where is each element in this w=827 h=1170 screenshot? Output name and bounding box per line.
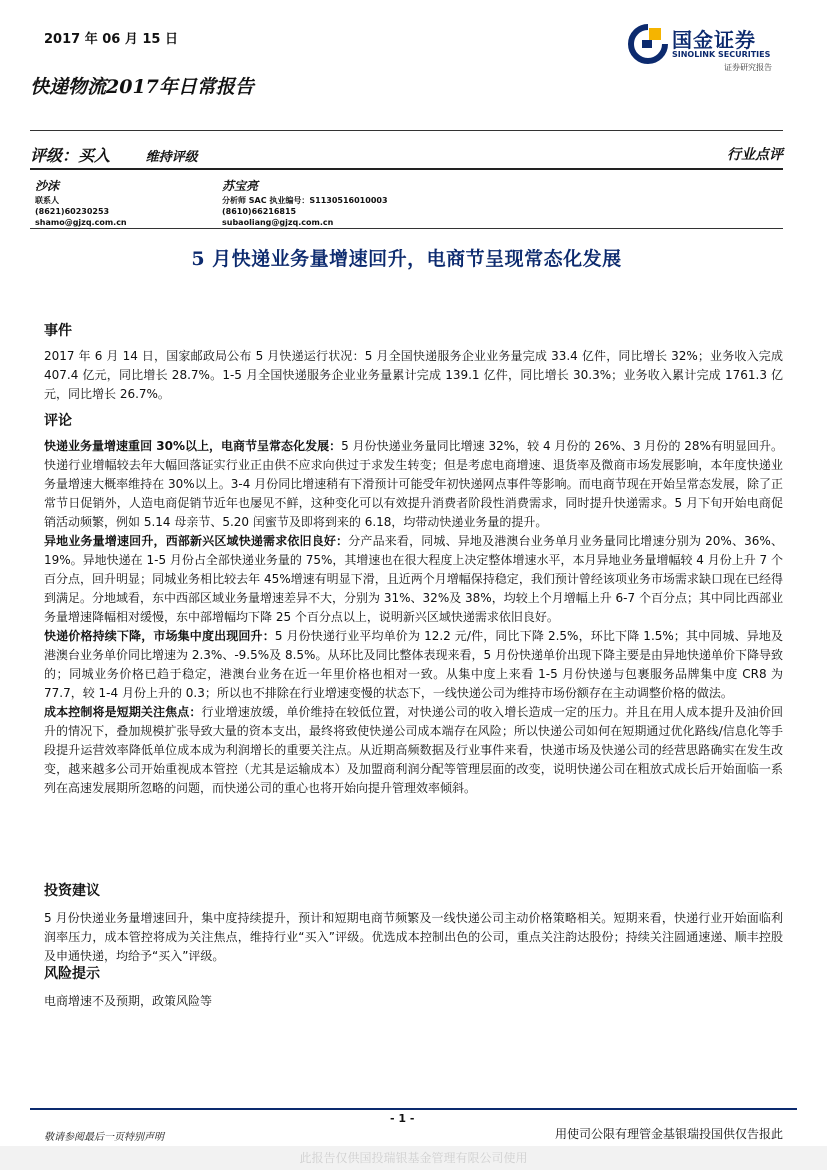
comment-lead: 成本控制将是短期关注焦点： — [44, 705, 202, 719]
analyst-divider — [30, 228, 783, 229]
analyst-role: 分析师 SAC 执业编号：S1130516010003 — [222, 196, 388, 205]
comment-lead: 快递业务量增速重回 30%以上，电商节呈常态化发展： — [44, 439, 342, 453]
event-paragraph — [44, 347, 783, 404]
risk-paragraph — [44, 992, 783, 1011]
analyst-card — [35, 178, 127, 228]
brand-name-en: SINOLINK SECURITIES — [672, 50, 771, 59]
comment-paragraph — [44, 437, 783, 532]
comment-paragraph — [44, 532, 783, 627]
footer-rule — [30, 1108, 797, 1110]
comment-body — [44, 437, 783, 798]
analyst-role: 联系人 — [35, 196, 59, 205]
rating-value: 评级：买入 — [30, 146, 111, 165]
comment-paragraph — [44, 627, 783, 703]
risk-text: 电商增速不及预期，政策风险等 — [44, 994, 213, 1008]
brand-name: 国金证券 — [672, 28, 756, 52]
analyst-email[interactable]: subaoliang@gjzq.com.cn — [222, 218, 334, 227]
analyst-name: 苏宝亮 — [222, 179, 259, 193]
page-number: - 1 - — [390, 1112, 415, 1125]
watermark-bar: 此报告仅供国投瑞银基金管理有限公司使用 — [0, 1146, 827, 1170]
header-divider — [30, 130, 783, 131]
analyst-phone: (8610)66216815 — [222, 207, 297, 216]
comment-paragraph — [44, 703, 783, 798]
sinolink-logo-icon — [628, 24, 668, 64]
rating-status: 维持评级 — [145, 150, 198, 165]
analyst-card — [222, 178, 388, 228]
comment-text: 5 月份快递业务量同比增速 32%，较 4 月份的 26%、3 月份的 28%有明显回升。快递行业增幅较去年大幅回落证实行业正由供不应求向供过于求发生转变；但是考虑电商增速、退货率及微商市场发展影响，本年度快递业务量增速大概率维持在 30%以上。3-4 月份同比增速稍有下滑预计可能受年初快递网点事件等影响。而电商节现在开始呈常态发展，除了正常节日促销外，人造电商促销节近年也屡见不鲜，这种变化可以有效提升消费者阶段性消费需求，同时提升快递需求。5 月下旬开始电商促销活动频繁，例如 5.14 母亲节、5.20 闰蜜节及即将到来的 6.18，均带动快递业务量的提升。 — [44, 439, 783, 529]
section-title-risk: 风险提示 — [44, 966, 100, 982]
invest-text: 5 月份快递业务量增速回升，集中度持续提升，预计和短期电商节频繁及一线快递公司主动价格策略相关。短期来看，快递行业开始面临利润率压力，成本管控将成为关注焦点，维持行业“买入”评级。优选成本控制出色的公司，重点关注韵达股份；持续关注圆通速递、顺丰控股及申通快递，均给予“买入”评级。 — [44, 911, 783, 963]
report-headline: 5 月快递业务量增速回升，电商节呈现常态化发展 — [191, 248, 622, 270]
analyst-name: 沙沫 — [35, 179, 60, 193]
analyst-phone: (8621)60230253 — [35, 207, 110, 216]
report-category: 行业点评 — [727, 147, 783, 163]
footer-disclaimer-right: 用使司公限有理管金基银瑞投国供仅告报此 — [554, 1127, 783, 1141]
comment-text: 行业增速放缓，单价维持在较低位置，对快递公司的收入增长造成一定的压力。并且在用人成本提升及油价回升的情况下，叠加规模扩张导致大量的资本支出，最终将致使快递公司成本端存在风险；所以快递公司如何在短期通过优化路线/信息化等手段提升运营效率降低单位成本成为利润增长的重要关注点。从近期高频数据及行业事件来看，快递市场及快递公司的经营思路确实在发生改变，越来越多公司开始重视成本管控（尤其是运输成本）及加盟商利润分配等管理层面的改变，说明快递公司在粗放式成长后开始面临一系列在高速发展期所忽略的问题，而快递公司的重心也将开始向提升管理效率倾斜。 — [44, 705, 783, 795]
comment-lead: 快递价格持续下降，市场集中度出现回升： — [44, 629, 275, 643]
section-title-event: 事件 — [44, 323, 72, 339]
rating-divider — [30, 168, 783, 170]
report-date: 2017 年 06 月 15 日 — [44, 32, 178, 47]
rating-line — [30, 143, 198, 166]
brand-logo — [628, 20, 788, 80]
section-title-invest: 投资建议 — [44, 883, 100, 899]
comment-text: 5 月份快递行业平均单价为 12.2 元/件，同比下降 2.5%，环比下降 1.5%；其中同城、异地及港澳台业务单价同比增速为 2.3%、-9.5%及 8.5%。从环比及同比整体表现来看，5 月份快递单价出现下降主要是由异地快递单价下降导致的；同城业务价格已趋于稳定，港澳台业务在近一年里价格也相对一致。从集中度上来看 1-5 月份快递与包裹服务品牌集中度 CR8 为 77.7，较 1-4 月份上升的 0.3；所以也不排除在行业增速变慢的状态下，一线快递公司为维持市场份额存在主动调整价格的做法。 — [44, 629, 783, 700]
report-series-title: 快递物流2017年日常报告 — [30, 76, 254, 98]
event-text: 2017 年 6 月 14 日，国家邮政局公布 5 月快递运行状况：5 月全国快递服务企业业务量完成 33.4 亿件，同比增长 32%；业务收入完成 407.4 亿元，同比增长 28.7%。1-5 月全国快递服务企业业务量累计完成 139.1 亿件，同比增长 30.3%；业务收入累计完成 1761.3 亿元，同比增长 26.7%。 — [44, 349, 783, 401]
footer-disclaimer-left: 敬请参阅最后一页特别声明 — [44, 1132, 164, 1143]
invest-paragraph — [44, 909, 783, 966]
analyst-email[interactable]: shamo@gjzq.com.cn — [35, 218, 127, 227]
brand-subtitle: 证券研究报告 — [724, 63, 772, 72]
comment-text: 分产品来看，同城、异地及港澳台业务单月业务量同比增速分别为 20%、36%、19%。异地快递在 1-5 月份占全部快递业务量的 75%，其增速也在很大程度上决定整体增速水平，本月异地业务量增幅较 4 月份上升 7 个百分点，回升明显；同城业务相比较去年 45%增速有明显下滑，且近两个月增幅保持稳定，我们预计曾经该项业务市场需求缺口现在已经得到满足。分地域看，东中西部区域业务量增速差异不大，分别为 31%、32%及 38%，均较上个月增幅上升 6-7 个百分点；其中同比西部业务量增速降幅相对缓慢，东中部增幅均下降 25 个百分点以上，说明新兴区域快递需求依旧良好。 — [44, 534, 783, 624]
comment-lead: 异地业务量增速回升，西部新兴区域快递需求依旧良好： — [44, 534, 349, 548]
section-title-comment: 评论 — [44, 413, 72, 429]
